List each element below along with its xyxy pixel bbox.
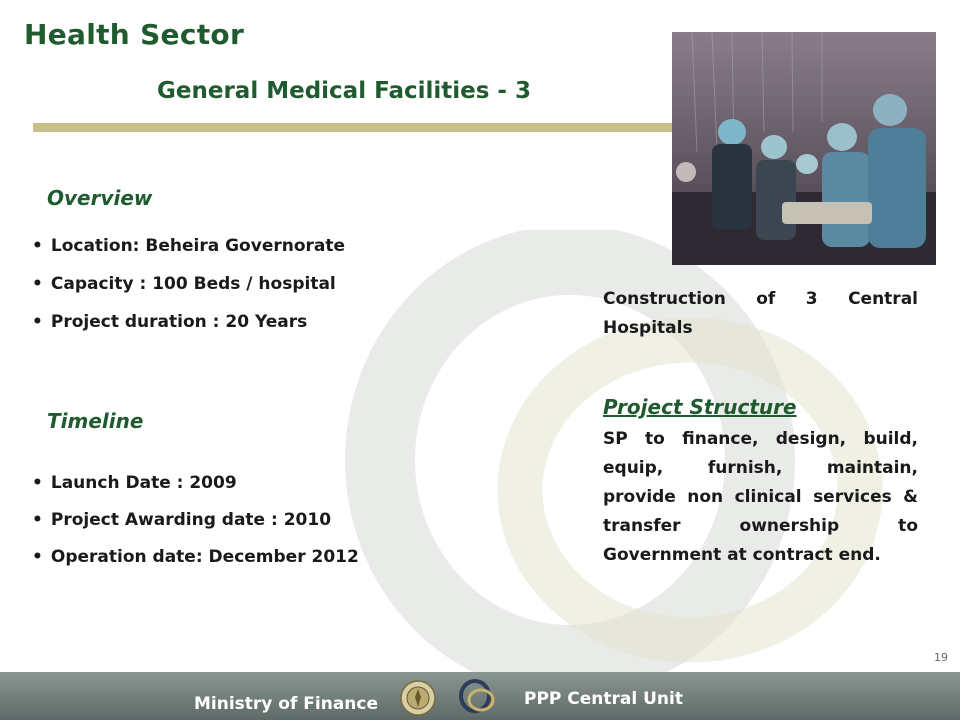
footer-ministry: Ministry of Finance [194, 694, 379, 714]
timeline-item-awarding: • Project Awarding date : 2010 [32, 510, 359, 530]
page-title: Health Sector [24, 18, 245, 51]
footer-bar [0, 672, 960, 720]
overview-list [32, 236, 345, 332]
overview-item-duration: • Project duration : 20 Years [32, 312, 345, 332]
timeline-heading: Timeline [47, 409, 144, 433]
footer-ppp-unit: PPP Central Unit [524, 689, 683, 709]
project-structure-text: SP to finance, design, build, equip, furnish, maintain, provide non clinical services & transfer ownership to Government at contract end. [603, 429, 918, 565]
timeline-list [32, 473, 359, 567]
project-structure-heading: Project Structure [603, 395, 797, 419]
overview-heading: Overview [47, 186, 153, 210]
title-divider [33, 123, 693, 132]
page-number: 19 [934, 651, 948, 664]
timeline-item-operation: • Operation date: December 2012 [32, 547, 359, 567]
overview-item-capacity: • Capacity : 100 Beds / hospital [32, 274, 345, 294]
page-subtitle: General Medical Facilities - 3 [157, 78, 531, 104]
timeline-item-launch: • Launch Date : 2009 [32, 473, 359, 493]
ministry-seal-icon [400, 680, 436, 716]
overview-item-location: • Location: Beheira Governorate [32, 236, 345, 256]
ppp-logo-icon [455, 676, 497, 716]
operating-room-photo [672, 32, 936, 265]
construction-text: Construction of 3 Central Hospitals [603, 289, 918, 338]
